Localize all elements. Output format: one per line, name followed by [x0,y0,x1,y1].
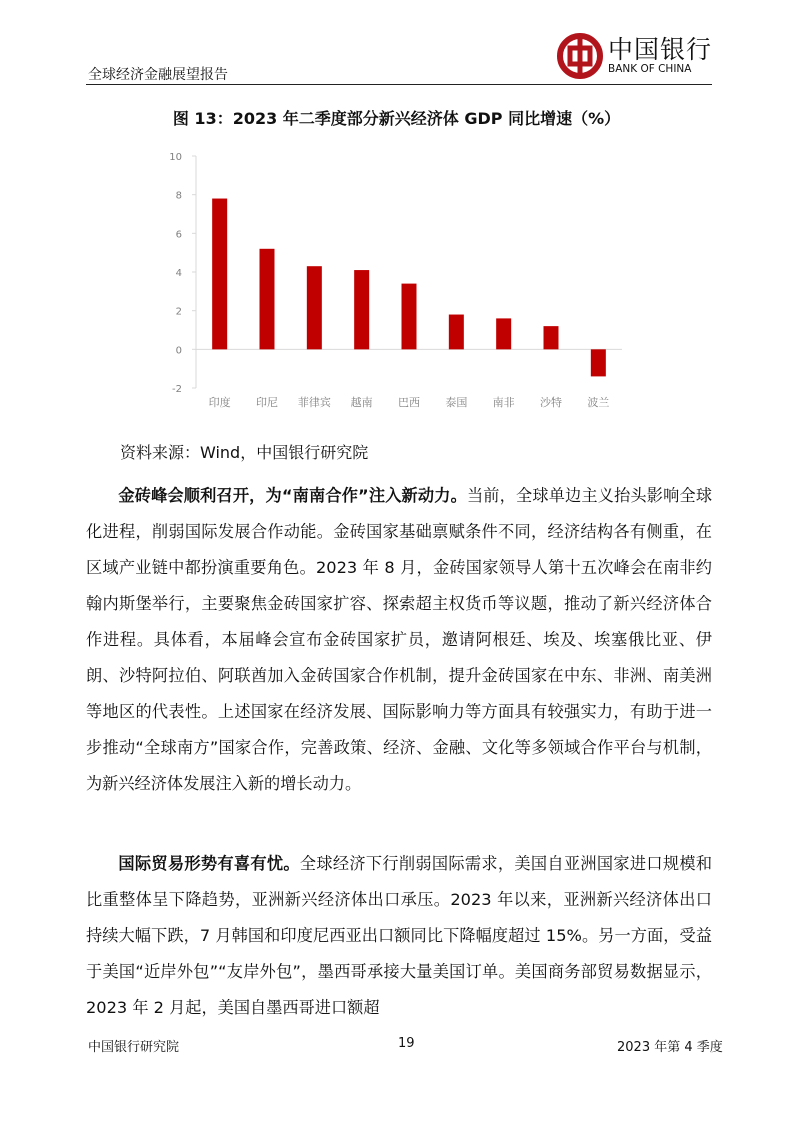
bank-of-china-emblem-icon [556,32,604,80]
x-tick-label: 印度 [208,396,231,409]
bank-logo [556,30,716,82]
bar-菲律宾 [307,266,322,349]
paragraph-lead: 国际贸易形势有喜有忧。 [118,854,300,873]
bar-巴西 [402,284,417,350]
x-tick-label: 菲律宾 [297,396,331,409]
bar-印尼 [260,249,275,350]
bar-波兰 [591,349,606,376]
page-number: 19 [398,1036,415,1051]
logo-english-name: BANK OF CHINA [608,63,692,75]
figure-source: 资料来源：Wind，中国银行研究院 [120,443,369,462]
figure-title: 图 13：2023 年二季度部分新兴经济体 GDP 同比增速（%） [172,109,621,128]
x-tick-label: 泰国 [445,396,468,409]
paragraph-brics-summit [86,478,712,802]
gdp-growth-bar-chart [150,140,640,422]
x-tick-label: 印尼 [256,396,278,409]
logo-chinese-name: 中国银行 [608,35,713,64]
y-tick-label: 4 [175,268,182,279]
bar-南非 [496,318,511,349]
footer-period: 2023 年第 4 季度 [617,1040,723,1055]
y-tick-label: 2 [175,306,182,318]
y-tick-label: 0 [175,345,182,357]
paragraph-lead: 金砖峰会顺利召开，为“南南合作”注入新动力。 [118,486,467,505]
paragraph-trade [86,846,712,1026]
y-tick-label: -2 [172,384,182,395]
header-divider [86,84,712,85]
report-title: 全球经济金融展望报告 [88,67,228,83]
paragraph-body: 当前，全球单边主义抬头影响全球化进程，削弱国际发展合作动能。金砖国家基础禀赋条件不同，经济结构各有侧重，在区域产业链中都扮演重要角色。2023 年 8 月，金砖国家领导人第十五次峰会在南非约翰内斯堡举行，主要聚焦金砖国家扩容、探索超主权货币等议题，推动了新兴经济体合作进程。具体看，本届峰会宣布金砖国家扩员，邀请阿根廷、埃及、埃塞俄比亚、伊朗、沙特阿拉伯、阿联酋加入金砖国家合作机制，提升金砖国家在中东、非洲、南美洲等地区的代表性。上述国家在经济发展、国际影响力等方面具有较强实力，有助于进一步推动“全球南方”国家合作，完善政策、经济、金融、文化等多领域合作平台与机制，为新兴经济体发展注入新的增长动力。 [86,486,713,793]
x-tick-label: 沙特 [540,396,562,409]
y-tick-label: 8 [175,190,182,202]
bar-泰国 [449,315,464,350]
x-tick-label: 巴西 [398,396,420,409]
x-tick-label: 越南 [350,396,373,409]
paragraph-body: 全球经济下行削弱国际需求，美国自亚洲国家进口规模和比重整体呈下降趋势，亚洲新兴经济体出口承压。2023 年以来，亚洲新兴经济体出口持续大幅下跌，7 月韩国和印度尼西亚出口额同比下降幅度超过 15%。另一方面，受益于美国“近岸外包”“友岸外包”，墨西哥承接大量美国订单。美国商务部贸易数据显示，2023 年 2 月起，美国自墨西哥进口额超 [86,854,713,1017]
bar-越南 [354,270,369,349]
x-tick-label: 南非 [492,396,515,409]
bar-印度 [212,199,227,350]
y-tick-label: 10 [169,152,182,163]
footer-org: 中国银行研究院 [88,1040,180,1055]
bar-沙特 [544,326,559,349]
x-tick-label: 波兰 [587,396,610,409]
y-tick-label: 6 [175,229,182,241]
